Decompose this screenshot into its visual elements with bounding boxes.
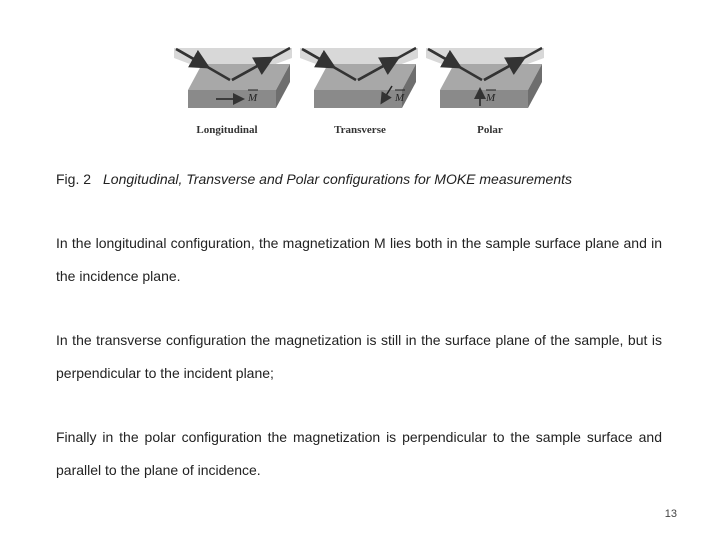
paragraph-longitudinal: In the longitudinal configuration, the magnetization M lies both in the sample surface plane and in the incidence plane.	[56, 235, 662, 284]
figure-description: Longitudinal, Transverse and Polar configurations for MOKE measurements	[103, 171, 572, 187]
figure-number: Fig. 2	[56, 171, 92, 187]
moke-configurations-figure	[170, 40, 550, 120]
panel-longitudinal	[174, 48, 292, 108]
magnetization-label: M	[486, 92, 496, 104]
page-number: 13	[664, 508, 677, 520]
figure-caption	[56, 171, 572, 187]
slab-front	[440, 90, 528, 108]
label-longitudinal: Longitudinal	[196, 124, 258, 136]
paragraph-polar: Finally in the polar configuration the magnetization is perpendicular to the sample surface and parallel to the plane of incidence.	[56, 429, 662, 478]
label-polar: Polar	[477, 124, 503, 136]
magnetization-label: M	[395, 92, 405, 104]
magnetization-label: M	[248, 92, 258, 104]
slab-front	[314, 90, 402, 108]
panel-transverse	[300, 48, 418, 108]
paragraph-transverse: In the transverse configuration the magnetization is still in the surface plane of the sample, but is perpendicular to the incident plane;	[56, 332, 662, 381]
panel-polar	[426, 48, 544, 108]
label-transverse: Transverse	[334, 124, 386, 136]
